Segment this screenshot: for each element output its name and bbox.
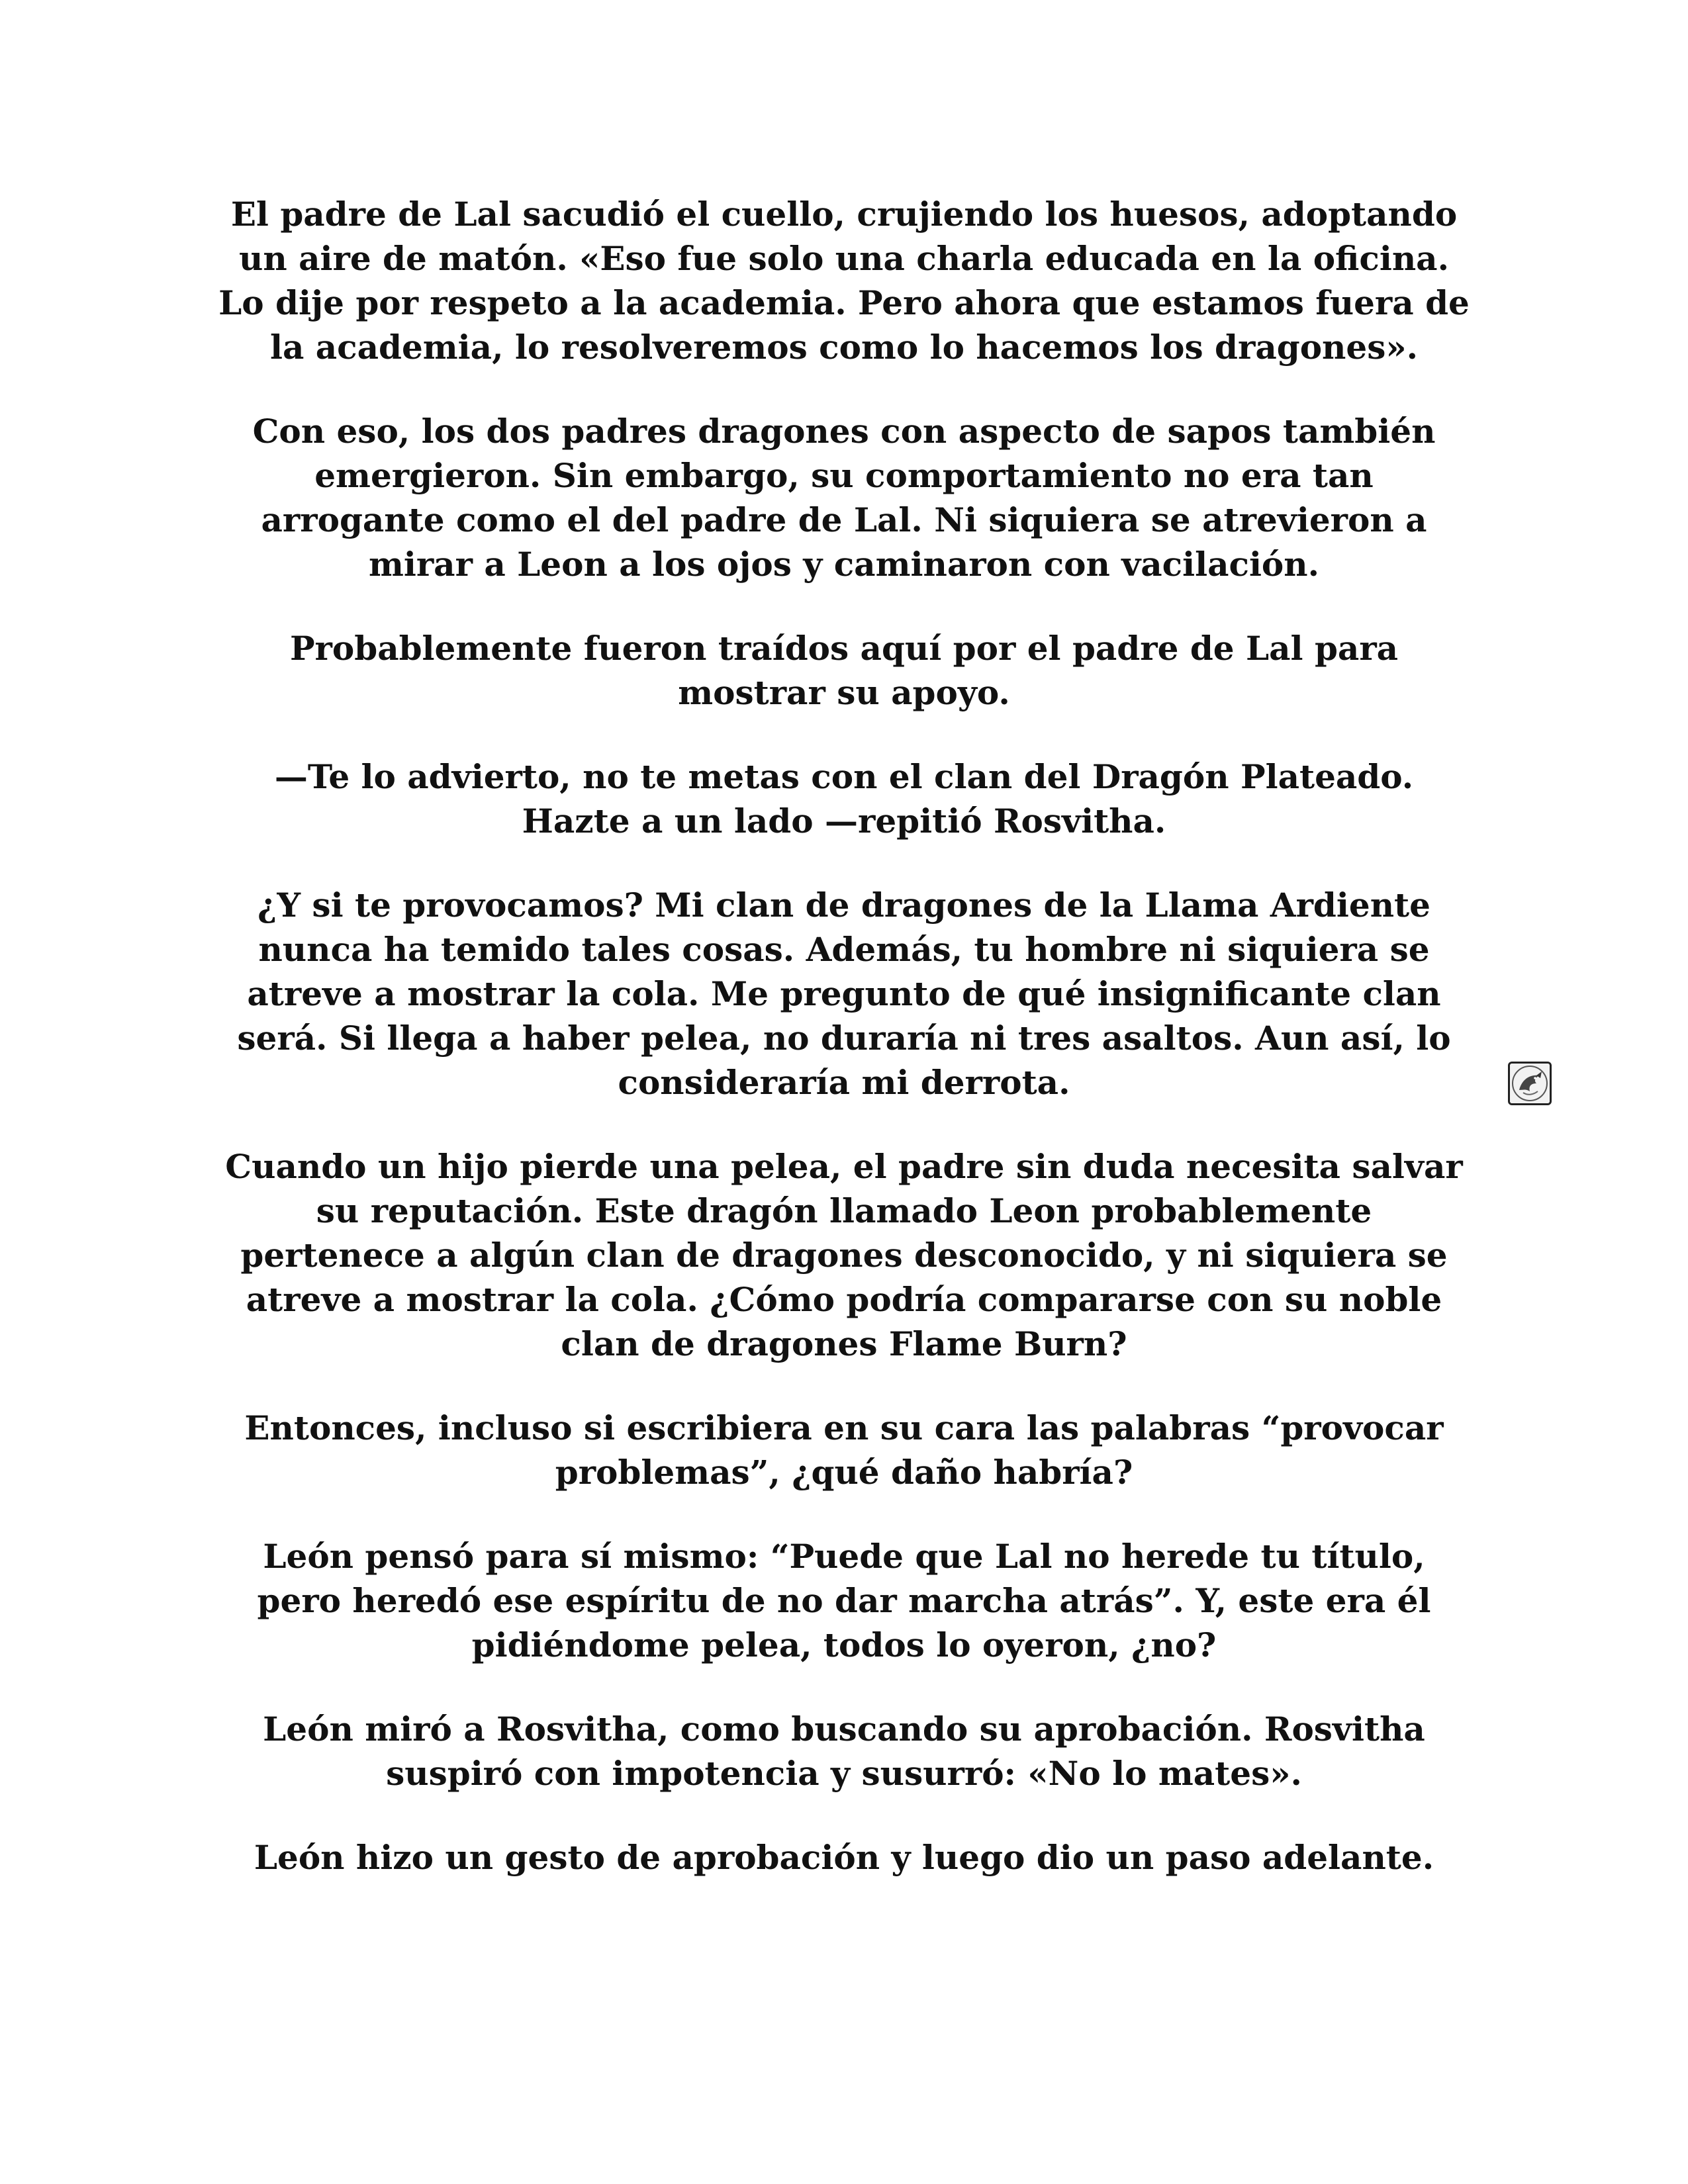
paragraph-5: ¿Y si te provocamos? Mi clan de dragones de la Llama Ardiente nunca ha temido tales cosas. Además, tu hombre ni siquiera se atreve a mostrar la cola. Me pregunto de qué insignificante clan será. Si llega a haber pelea, no duraría ni tres asaltos. Aun así, lo consideraría mi derrota. <box>237 886 1451 1102</box>
paragraph-6: Cuando un hijo pierde una pelea, el padre sin duda necesita salvar su reputación. Este dragón llamado Leon probablemente pertenece a algún clan de dragones desconocido, y ni siquiera se atreve a mostrar la cola. ¿Cómo podría compararse con su noble clan de dragones Flame Burn? <box>225 1147 1463 1363</box>
dragon-emblem-icon[interactable] <box>1508 1062 1552 1105</box>
paragraph-3: Probablemente fueron traídos aquí por el padre de Lal para mostrar su apoyo. <box>289 629 1399 712</box>
paragraph-8: León pensó para sí mismo: “Puede que Lal no herede tu título, pero heredó ese espíritu de no dar marcha atrás”. Y, este era él pidiéndome pelea, todos lo oyeron, ¿no? <box>257 1537 1431 1664</box>
paragraph-2: Con eso, los dos padres dragones con aspecto de sapos también emergieron. Sin embargo, su comportamiento no era tan arrogante como el del padre de Lal. Ni siquiera se atrevieron a mirar a Leon a los ojos y caminaron con vacilación. <box>252 412 1436 584</box>
paragraph-4: —Te lo advierto, no te metas con el clan del Dragón Plateado. Hazte a un lado —repitió Rosvitha. <box>274 757 1414 841</box>
paragraph-10: León hizo un gesto de aprobación y luego dio un paso adelante. <box>254 1838 1434 1877</box>
dragon-emblem-graphic <box>1510 1064 1550 1103</box>
paragraph-1: El padre de Lal sacudió el cuello, crujiendo los huesos, adoptando un aire de matón. «Eso fue solo una charla educada en la oficina. Lo dije por respeto a la academia. Pero ahora que estamos fuera de la academia, lo resolveremos como lo hacemos los dragones». <box>218 195 1470 367</box>
paragraph-9: León miró a Rosvitha, como buscando su aprobación. Rosvitha suspiró con impotencia y susurró: «No lo mates». <box>263 1709 1425 1793</box>
document-body <box>218 192 1470 1919</box>
paragraph-7: Entonces, incluso si escribiera en su cara las palabras “provocar problemas”, ¿qué daño habría? <box>244 1408 1444 1492</box>
